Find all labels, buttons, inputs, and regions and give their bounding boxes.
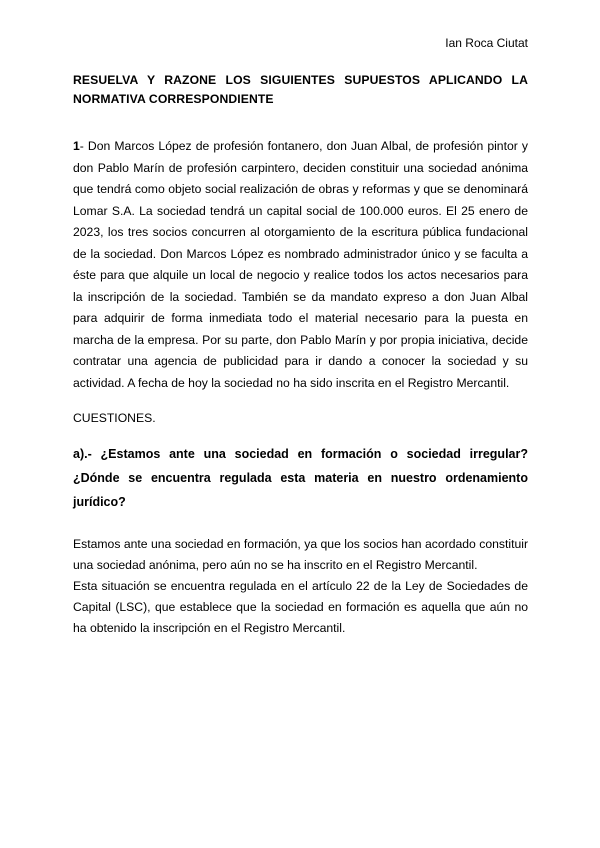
question-a: a).- ¿Estamos ante una sociedad en formación o sociedad irregular? ¿Dónde se encuentra regulada esta materia en nuestro ordenamiento jurídico?	[73, 447, 528, 509]
case-paragraph	[73, 136, 528, 394]
case-number: 1	[73, 139, 80, 153]
author-name: Ian Roca Ciutat	[445, 36, 528, 50]
cuestiones-heading: CUESTIONES.	[73, 411, 156, 425]
case-text: - Don Marcos López de profesión fontanero, don Juan Albal, de profesión pintor y don Pablo Marín de profesión carpintero, deciden constituir una sociedad anónima que tendrá como objeto social realización de obras y reformas y que se denominará Lomar S.A. La sociedad tendrá un capital social de 100.000 euros. El 25 enero de 2023, los tres socios concurren al otorgamiento de la escritura pública fundacional de la sociedad. Don Marcos López es nombrado administrador único y se faculta a éste para que alquile un local de negocio y realice todos los actos necesarios para la inscripción de la sociedad. También se da mandato expreso a don Juan Albal para adquirir de forma inmediata todo el material necesario para la puesta en marcha de la empresa. Por su parte, don Pablo Marín y por propia iniciativa, decide contratar una agencia de publicidad para ir dando a conocer la sociedad y su actividad. A fecha de hoy la sociedad no ha sido inscrita en el Registro Mercantil.	[73, 139, 528, 390]
document-body	[73, 71, 528, 639]
answer-a-paragraph-2: Esta situación se encuentra regulada en el artículo 22 de la Ley de Sociedades de Capital (LSC), que establece que la sociedad en formación es aquella que aún no ha obtenido la inscripción en el Registro Mercantil.	[73, 579, 528, 635]
document-title: RESUELVA Y RAZONE LOS SIGUIENTES SUPUESTOS APLICANDO LA NORMATIVA CORRESPONDIENTE	[73, 73, 528, 106]
answer-a	[73, 534, 528, 639]
answer-a-paragraph-1: Estamos ante una sociedad en formación, ya que los socios han acordado constituir una sociedad anónima, pero aún no se ha inscrito en el Registro Mercantil.	[73, 537, 528, 572]
